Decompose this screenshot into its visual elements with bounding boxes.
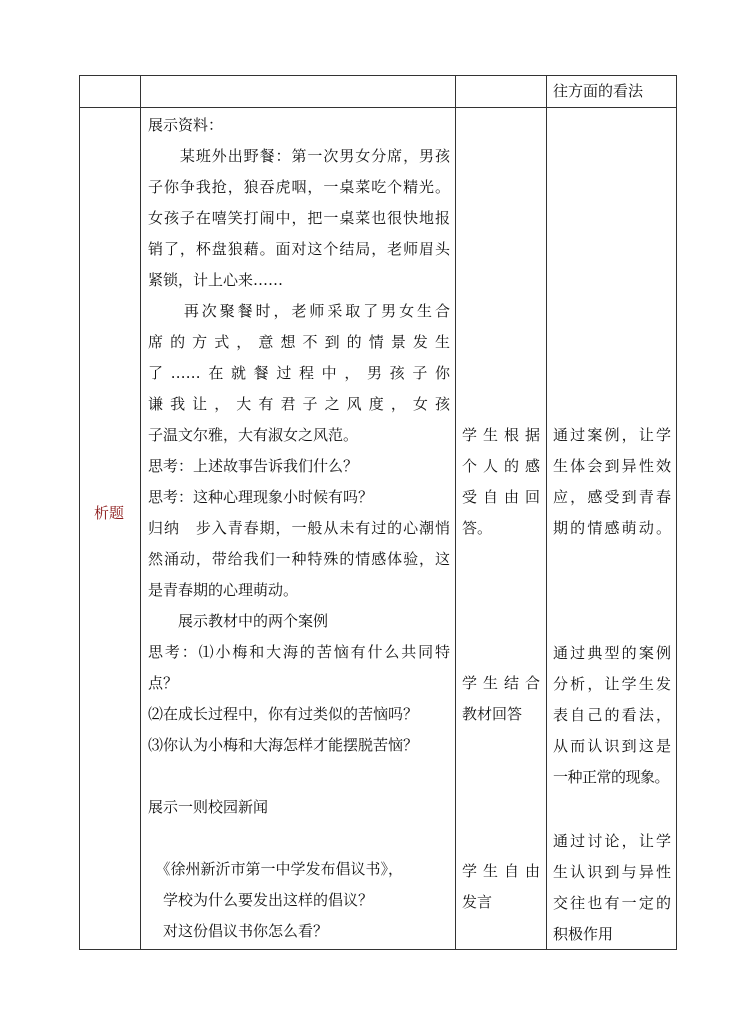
- top-row-col4: 往方面的看法: [553, 82, 644, 100]
- activity-line: 个人的感: [462, 457, 540, 475]
- content-line: 学校为什么要发出这样的倡议？: [148, 891, 374, 909]
- intent-line: 应，感受到青春: [553, 488, 671, 506]
- content-line: 是青春期的心理萌动。: [148, 581, 299, 599]
- activity-line: 学生自由: [462, 862, 540, 880]
- intent-line: 积极作用: [553, 925, 614, 943]
- activity-line: 学生根据: [462, 426, 540, 444]
- design-intent-block-2: [553, 638, 671, 793]
- intent-line: 生体会到异性效: [553, 457, 671, 475]
- content-line: [148, 823, 450, 854]
- design-intent-block-1: [553, 420, 671, 544]
- top-row-design-text: [553, 76, 673, 107]
- section-label: [94, 498, 134, 529]
- content-line: ⑵在成长过程中，你有过类似的苦恼吗？: [148, 705, 419, 723]
- content-line: 思考：⑴小梅和大海的苦恼有什么共同特: [148, 643, 450, 661]
- content-line: 思考：上述故事告诉我们什么？: [148, 457, 359, 475]
- intent-line: 通过典型的案例: [553, 644, 671, 662]
- content-line: 销了，杯盘狼藉。面对这个结局，老师眉头: [148, 240, 450, 258]
- intent-line: 交往也有一定的: [553, 894, 671, 912]
- content-line: [148, 761, 450, 792]
- grid-col-line-2: [455, 75, 456, 950]
- intent-line: 表自己的看法，: [553, 706, 671, 724]
- content-line: 女孩子在嘻笑打闹中，把一桌菜也很快地报: [148, 209, 450, 227]
- content-line: 谦我让，大有君子之风度，女孩: [148, 395, 450, 413]
- content-column: [148, 110, 450, 947]
- student-activity-block-1: [462, 420, 540, 544]
- content-line: 归纳 步入青春期，一般从未有过的心潮悄: [148, 519, 450, 537]
- intent-line: 生认识到与异性: [553, 863, 671, 881]
- content-line: 思考：这种心理现象小时候有吗？: [148, 488, 374, 506]
- content-line: 子你争我抢，狼吞虎咽，一桌菜吃个精光。: [148, 178, 450, 196]
- content-line: 子温文尔雅，大有淑女之风范。: [148, 426, 359, 444]
- grid-col-line-0: [79, 75, 80, 950]
- intent-line: 从而认识到这是: [553, 737, 671, 755]
- intent-line: 一种正常的现象。: [553, 768, 670, 786]
- content-line: 然涌动，带给我们一种特殊的情感体验，这: [148, 550, 450, 568]
- grid-col-line-4: [676, 75, 677, 950]
- content-line: 对这份倡议书你怎么看？: [148, 922, 329, 940]
- content-line: 展示一则校园新闻: [148, 798, 269, 816]
- design-intent-block-3: [553, 826, 671, 950]
- grid-col-line-3: [546, 75, 547, 950]
- grid-col-line-1: [140, 75, 141, 950]
- content-line: 某班外出野餐：第一次男女分席，男孩: [148, 147, 450, 165]
- student-activity-block-2: [462, 668, 540, 730]
- content-line: ⑶你认为小梅和大海怎样才能摆脱苦恼？: [148, 736, 419, 754]
- grid-row-divider: [79, 107, 677, 108]
- intent-line: 通过案例，让学: [553, 426, 671, 444]
- intent-line: 分析，让学生发: [553, 675, 671, 693]
- activity-line: 学生结合: [462, 674, 540, 692]
- intent-line: 通过讨论，让学: [553, 832, 671, 850]
- content-line: 了……在就餐过程中，男孩子你: [148, 364, 450, 382]
- student-activity-block-3: [462, 856, 540, 918]
- content-line: 《徐州新沂市第一中学发布倡议书》，: [148, 860, 404, 878]
- section-label-text: 析题: [94, 504, 125, 522]
- intent-line: 期的情感萌动。: [553, 519, 671, 537]
- content-line: 展示教材中的两个案例: [148, 612, 329, 630]
- activity-line: 受自由回: [462, 488, 540, 506]
- activity-line: 发言: [462, 893, 493, 911]
- content-line: 展示资料：: [148, 116, 224, 134]
- activity-line: 答。: [462, 519, 493, 537]
- activity-line: 教材回答: [462, 705, 523, 723]
- content-line: 点？: [148, 674, 179, 692]
- content-line: 再次聚餐时，老师采取了男女生合: [148, 302, 450, 320]
- content-line: 紧锁，计上心来……: [148, 271, 284, 289]
- content-line: 席的方式，意想不到的情景发生: [148, 333, 450, 351]
